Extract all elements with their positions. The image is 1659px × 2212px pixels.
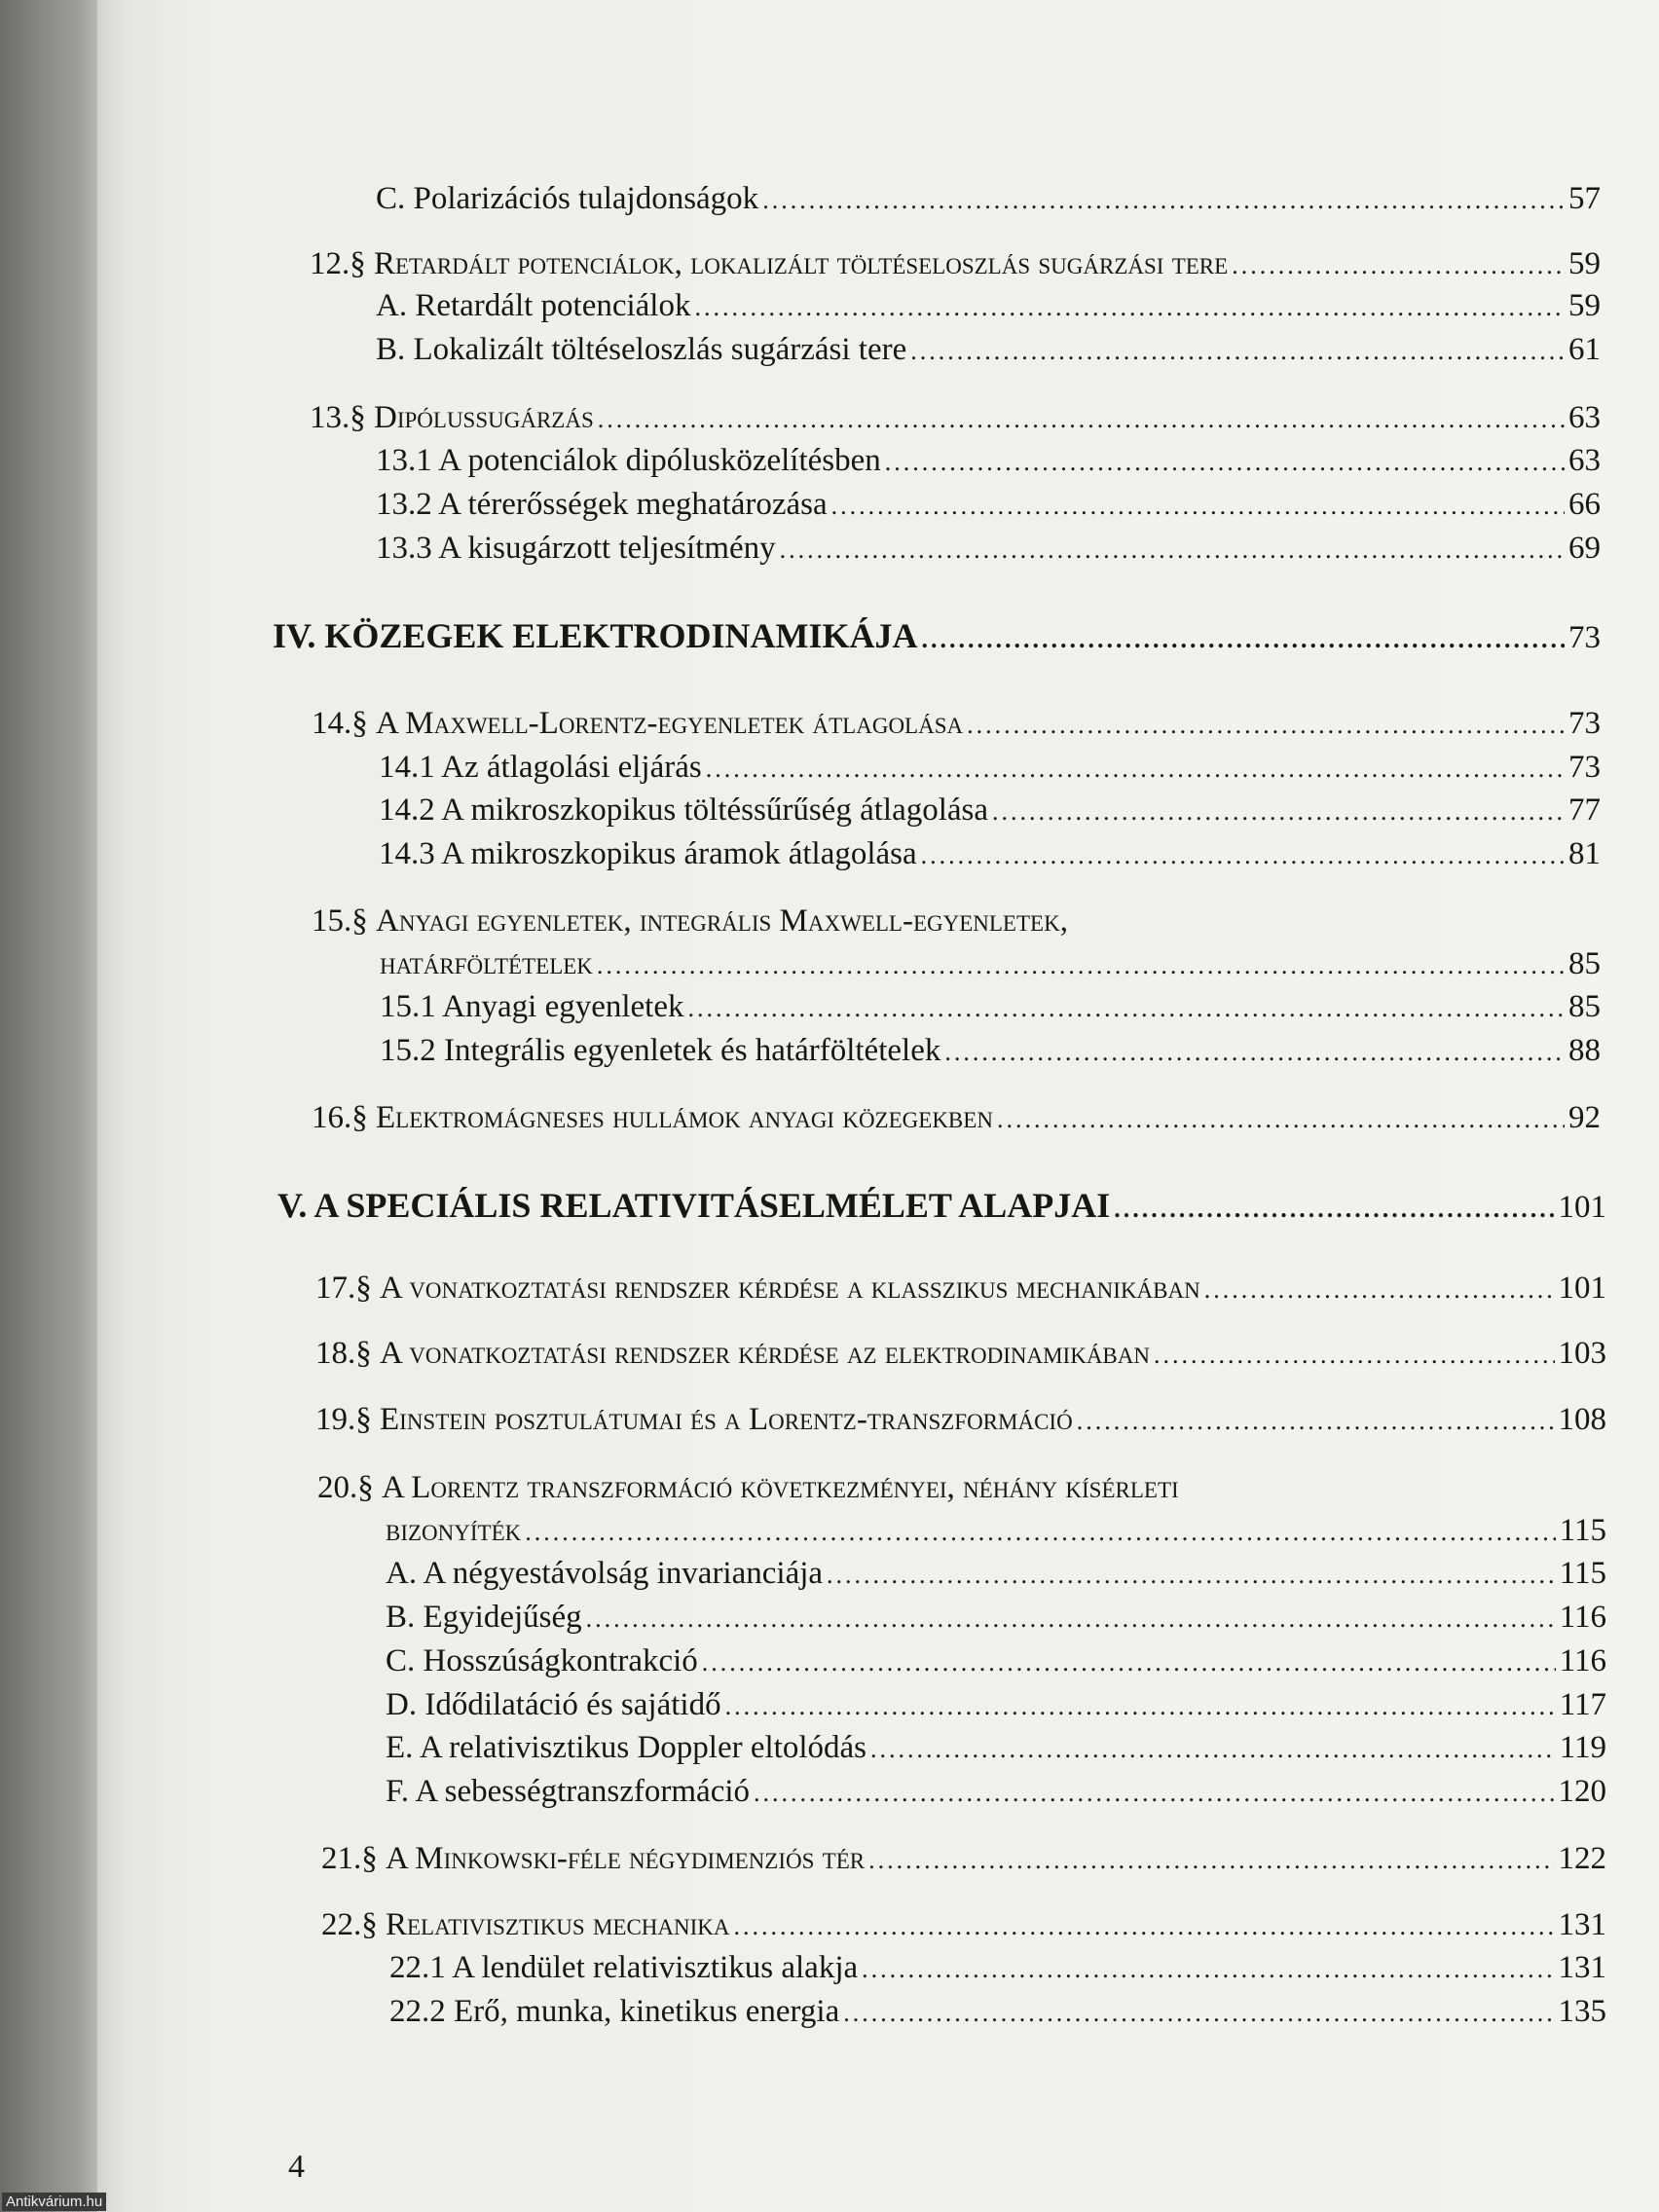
section-title: A vonatkoztatási rendszer kérdése az elektrodinamikában bbox=[380, 1336, 1150, 1371]
toc-entry: 15.1 Anyagi egyenletek ..... 85 bbox=[380, 989, 1601, 1025]
page-ref: 135 bbox=[1558, 1994, 1606, 2029]
section-title: Relativisztikus mechanika bbox=[386, 1907, 730, 1942]
page-ref: 88 bbox=[1568, 1033, 1601, 1068]
page-ref: 131 bbox=[1558, 1950, 1606, 1985]
chapter-title: IV. KÖZEGEK ELEKTRODINAMIKÁJA bbox=[273, 616, 918, 655]
chapter-title: V. A SPECIÁLIS RELATIVITÁSELMÉLET ALAPJAI bbox=[277, 1186, 1111, 1225]
toc-section bbox=[310, 400, 1601, 436]
section-title: Elektromágneses hullámok anyagi közegekben bbox=[376, 1100, 993, 1135]
page-ref: 59 bbox=[1568, 288, 1601, 323]
page-ref: 69 bbox=[1568, 531, 1601, 566]
page-ref: 85 bbox=[1568, 946, 1601, 981]
section-number: 16.§ bbox=[312, 1100, 368, 1135]
dot-leader bbox=[1204, 1275, 1555, 1305]
section-title: A Minkowski-féle négydimenziós tér bbox=[386, 1841, 866, 1876]
toc-section-line2 bbox=[380, 946, 1601, 982]
section-title-continued: bizonyíték bbox=[386, 1513, 522, 1548]
dot-leader bbox=[944, 1038, 1565, 1067]
dot-leader bbox=[780, 535, 1565, 565]
dot-leader bbox=[992, 797, 1565, 827]
section-title: Einstein posztulátumai és a Lorentz-transzformáció bbox=[380, 1402, 1073, 1437]
section-title: A vonatkoztatási rendszer kérdése a klasszikus mechanikában bbox=[380, 1271, 1200, 1306]
toc-entry: 15.2 Integrális egyenletek és határföltételek ..... 88 bbox=[380, 1033, 1601, 1069]
dot-leader bbox=[1114, 1195, 1554, 1224]
page-ref: 73 bbox=[1568, 706, 1601, 741]
toc-section-line2 bbox=[386, 1513, 1606, 1549]
toc-entry: A. Retardált potenciálok ..... 59 bbox=[376, 288, 1601, 324]
section-title: A Maxwell-Lorentz-egyenletek átlagolása bbox=[376, 706, 964, 741]
page-ref: 131 bbox=[1558, 1907, 1606, 1942]
toc-entry: C. Polarizációs tulajdonságok ..... 57 bbox=[376, 181, 1601, 217]
dot-leader bbox=[702, 1648, 1556, 1677]
toc-entry: 13.2 A térerősségek meghatározása ..... 66 bbox=[376, 487, 1601, 523]
page-number: 4 bbox=[288, 2149, 305, 2185]
dot-leader bbox=[1077, 1407, 1555, 1436]
page-ref: 119 bbox=[1559, 1730, 1606, 1765]
section-number: 15.§ bbox=[312, 903, 368, 939]
section-number: 22.§ bbox=[321, 1907, 378, 1942]
toc-entry: 22.1 A lendület relativisztikus alakja ..... 131 bbox=[389, 1950, 1606, 1986]
dot-leader bbox=[734, 1912, 1555, 1941]
toc-section-line1 bbox=[317, 1470, 1179, 1506]
toc-entry: A. A négyestávolság invarianciája ..... 115 bbox=[386, 1556, 1606, 1592]
section-number: 13.§ bbox=[310, 400, 366, 435]
toc-chapter bbox=[273, 615, 1601, 656]
dot-leader bbox=[1232, 251, 1565, 280]
dot-leader bbox=[762, 186, 1565, 215]
section-number: 17.§ bbox=[315, 1271, 372, 1306]
toc-chapter bbox=[277, 1185, 1606, 1226]
section-title: Dipólussugárzás bbox=[374, 400, 594, 435]
page-ref: 73 bbox=[1568, 750, 1601, 785]
page-ref: 77 bbox=[1568, 793, 1601, 828]
toc-entry: C. Hosszúságkontrakció ..... 116 bbox=[386, 1643, 1606, 1679]
toc-section bbox=[310, 246, 1601, 282]
page-ref: 108 bbox=[1558, 1402, 1606, 1437]
section-number: 20.§ bbox=[317, 1470, 374, 1505]
toc-section bbox=[321, 1907, 1606, 1943]
toc-entry: 14.2 A mikroszkopikus töltéssűrűség átlagolása ..... 77 bbox=[379, 793, 1601, 829]
page-ref: 115 bbox=[1559, 1556, 1606, 1591]
toc-entry: E. A relativisztikus Doppler eltolódás ..... 119 bbox=[386, 1730, 1606, 1766]
page-ref: 85 bbox=[1568, 989, 1601, 1024]
dot-leader bbox=[597, 951, 1565, 980]
page-ref: 122 bbox=[1558, 1841, 1606, 1876]
page-ref: 101 bbox=[1558, 1190, 1606, 1225]
section-title: Anyagi egyenletek, integrális Maxwell-egyenletek, bbox=[376, 903, 1068, 939]
dot-leader bbox=[870, 1735, 1556, 1764]
dot-leader bbox=[997, 1105, 1565, 1134]
dot-leader bbox=[598, 405, 1565, 434]
section-number: 21.§ bbox=[321, 1841, 378, 1876]
dot-leader bbox=[967, 711, 1565, 740]
page-ref: 103 bbox=[1558, 1336, 1606, 1371]
page-ref: 73 bbox=[1568, 620, 1601, 655]
toc-section bbox=[315, 1336, 1606, 1372]
page-ref: 120 bbox=[1558, 1774, 1606, 1809]
dot-leader bbox=[525, 1518, 1555, 1547]
dot-leader bbox=[694, 293, 1565, 322]
dot-leader bbox=[754, 1779, 1554, 1808]
page-ref: 59 bbox=[1568, 246, 1601, 281]
page-ref: 57 bbox=[1568, 181, 1601, 216]
site-watermark: Antikvárium.hu bbox=[2, 2193, 106, 2211]
section-title-continued: határföltételek bbox=[380, 946, 593, 981]
dot-leader bbox=[831, 492, 1565, 521]
section-title: Retardált potenciálok, lokalizált töltéseloszlás sugárzási tere bbox=[374, 246, 1229, 281]
toc-entry: 13.3 A kisugárzott teljesítmény ..... 69 bbox=[376, 531, 1601, 567]
dot-leader bbox=[868, 1846, 1554, 1875]
section-number: 19.§ bbox=[315, 1402, 372, 1437]
section-number: 14.§ bbox=[312, 706, 368, 741]
dot-leader bbox=[688, 994, 1565, 1023]
toc-section bbox=[315, 1271, 1606, 1307]
toc-entry: 14.3 A mikroszkopikus áramok átlagolása ..... 81 bbox=[379, 836, 1601, 872]
toc-entry: D. Idődilatáció és sajátidő ..... 117 bbox=[386, 1687, 1606, 1723]
dot-leader bbox=[885, 448, 1565, 477]
toc-entry: 13.1 A potenciálok dipólusközelítésben ..... 63 bbox=[376, 443, 1601, 479]
section-number: 18.§ bbox=[315, 1336, 372, 1371]
toc-entry: B. Lokalizált töltéseloszlás sugárzási tere ..... 61 bbox=[376, 332, 1601, 368]
dot-leader bbox=[921, 625, 1565, 654]
page-ref: 92 bbox=[1568, 1100, 1601, 1135]
toc-entry: 22.2 Erő, munka, kinetikus energia ..... 135 bbox=[389, 1994, 1606, 2030]
dot-leader bbox=[910, 337, 1565, 366]
toc-entry: 14.1 Az átlagolási eljárás ..... 73 bbox=[379, 750, 1601, 786]
toc-section bbox=[312, 706, 1601, 742]
toc-section bbox=[321, 1841, 1606, 1877]
page-ref: 63 bbox=[1568, 443, 1601, 478]
page-ref: 116 bbox=[1559, 1643, 1606, 1678]
page-ref: 66 bbox=[1568, 487, 1601, 522]
dot-leader bbox=[827, 1561, 1556, 1590]
toc-entry: F. A sebességtranszformáció ..... 120 bbox=[386, 1774, 1606, 1810]
dot-leader bbox=[843, 1999, 1554, 2028]
toc-section bbox=[315, 1402, 1606, 1438]
toc-section-line1 bbox=[312, 903, 1068, 940]
page-ref: 116 bbox=[1559, 1600, 1606, 1635]
section-number: 12.§ bbox=[310, 246, 366, 281]
page-ref: 81 bbox=[1568, 836, 1601, 871]
toc-section bbox=[312, 1100, 1601, 1136]
dot-leader bbox=[1154, 1341, 1555, 1370]
page-ref: 101 bbox=[1558, 1271, 1606, 1306]
dot-leader bbox=[706, 755, 1565, 784]
page-ref: 117 bbox=[1559, 1687, 1606, 1722]
dot-leader bbox=[725, 1692, 1556, 1721]
dot-leader bbox=[862, 1955, 1554, 1984]
dot-leader bbox=[586, 1604, 1556, 1634]
toc-entry: B. Egyidejűség ..... 116 bbox=[386, 1600, 1606, 1636]
dot-leader bbox=[921, 841, 1565, 870]
page-ref: 63 bbox=[1568, 400, 1601, 435]
section-title: A Lorentz transzformáció következményei, néhány kísérleti bbox=[382, 1470, 1179, 1505]
page-ref: 61 bbox=[1568, 332, 1601, 367]
page-ref: 115 bbox=[1559, 1513, 1606, 1548]
